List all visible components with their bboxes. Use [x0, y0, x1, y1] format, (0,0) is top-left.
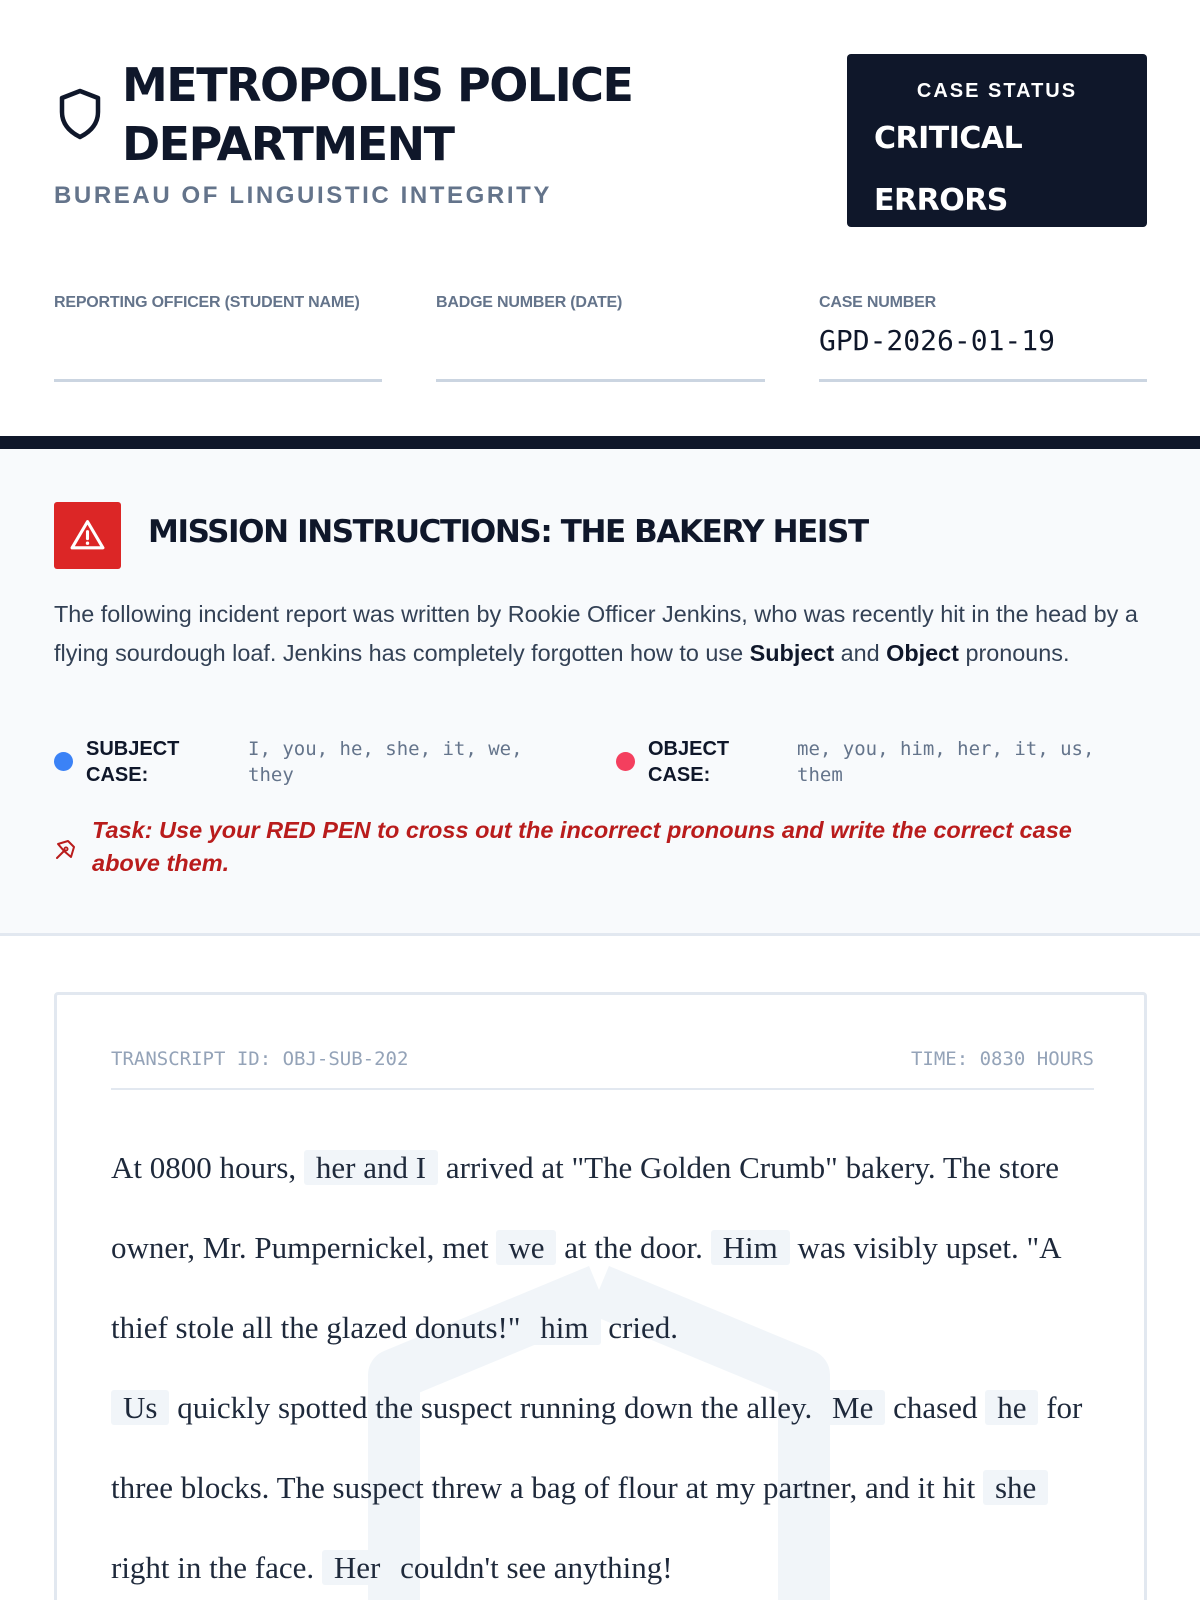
reporting-officer-label: REPORTING OFFICER (STUDENT NAME): [54, 294, 360, 311]
subject-dot: [54, 752, 73, 771]
object-case-label: OBJECT CASE:: [648, 738, 730, 786]
object-case-legend: [616, 734, 1156, 794]
case-number-field: [819, 294, 1147, 382]
object-keyword: Object: [886, 640, 959, 666]
pronoun-error[interactable]: Her: [322, 1550, 392, 1585]
warning-icon: [54, 502, 121, 569]
transcript-time: TIME: 0830 HOURS: [910, 1048, 1094, 1070]
pronoun-error[interactable]: Him: [711, 1230, 790, 1265]
report-header: [54, 54, 1147, 229]
mission-title: MISSION INSTRUCTIONS: THE BAKERY HEIST: [148, 514, 868, 550]
case-status-value: CRITICAL ERRORS: [874, 121, 1023, 218]
transcript-id: TRANSCRIPT ID: OBJ-SUB-202: [111, 1048, 409, 1070]
transcript-paragraph: Us quickly spotted the suspect running down the alley. Me chased he for three blocks. The suspect threw a bag of flour at my partner, and it hit she right in the face. Her couldn't see anything!: [111, 1390, 1083, 1585]
pronoun-error[interactable]: he: [985, 1390, 1038, 1425]
mission-instructions: [0, 449, 1200, 936]
shield-icon: [58, 88, 102, 140]
pronoun-error[interactable]: we: [496, 1230, 556, 1265]
pronoun-error[interactable]: Me: [820, 1390, 885, 1425]
badge-number-label: BADGE NUMBER (DATE): [436, 294, 623, 311]
pronoun-error[interactable]: him: [528, 1310, 600, 1345]
case-status-label: CASE STATUS: [916, 80, 1078, 102]
subject-case-legend: [54, 734, 574, 794]
department-subtitle: BUREAU OF LINGUISTIC INTEGRITY: [54, 182, 552, 209]
section-divider: [0, 436, 1200, 449]
subject-case-label: SUBJECT CASE:: [86, 738, 180, 786]
object-dot: [616, 752, 635, 771]
transcript-meta: [111, 1048, 1094, 1090]
case-number-label: CASE NUMBER: [819, 294, 936, 311]
transcript-paragraph: At 0800 hours, her and I arrived at "The Golden Crumb" bakery. The store owner, Mr. Pumpernickel, met we at the door. Him was visibly upset. "A thief stole all the glazed donuts!" him cried.: [111, 1150, 1060, 1345]
department-title: METROPOLIS POLICE DEPARTMENT: [122, 58, 633, 171]
object-case-list: me, you, him, her, it, us, them: [797, 738, 1095, 786]
badge-number-field[interactable]: [436, 294, 765, 382]
transcript-body: [111, 1128, 1101, 1600]
pen-icon: [54, 838, 78, 862]
subject-case-list: I, you, he, she, it, we, they: [248, 738, 523, 786]
pronoun-error[interactable]: she: [983, 1470, 1048, 1505]
pronoun-error[interactable]: Us: [111, 1390, 169, 1425]
incident-transcript: [54, 992, 1147, 1600]
case-status-badge: [847, 54, 1147, 227]
mission-description: The following incident report was written by Rookie Officer Jenkins, who was recently hit in the head by a flying sourdough loaf. Jenkins has completely forgotten how to use Subject and Object pronouns.: [54, 601, 1138, 666]
case-number-value: GPD-2026-01-19: [819, 324, 1056, 357]
subject-keyword: Subject: [749, 640, 835, 666]
task-instruction: Task: Use your RED PEN to cross out the incorrect pronouns and write the correct case above them.: [92, 817, 1072, 876]
reporting-officer-field[interactable]: [54, 294, 382, 382]
pronoun-error[interactable]: her and I: [304, 1150, 438, 1185]
